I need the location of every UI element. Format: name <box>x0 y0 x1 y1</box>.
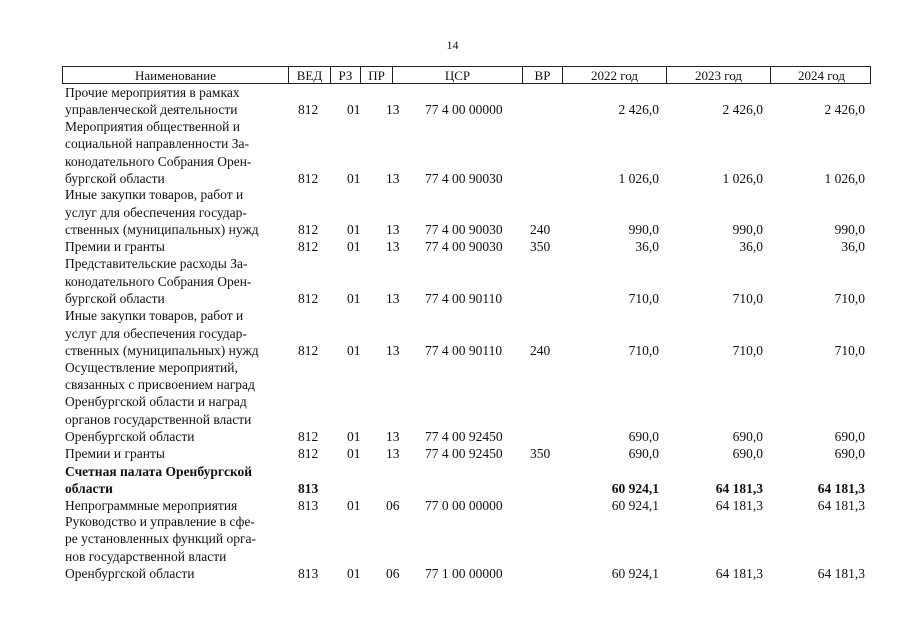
row-csr: 77 4 00 90030 <box>425 221 503 237</box>
row-y3: 36,0 <box>841 238 865 254</box>
row-name-line: нов государственной власти <box>65 548 227 564</box>
row-csr: 77 4 00 92450 <box>425 445 503 461</box>
header-csr: ЦСР <box>393 67 523 83</box>
row-name-line: конодательного Собрания Орен- <box>65 273 252 289</box>
row-ved: 812 <box>298 290 319 306</box>
row-csr: 77 4 00 90110 <box>425 342 503 358</box>
row-y1: 60 924,1 <box>611 565 659 581</box>
row-name-line: Представительские расходы За- <box>65 256 248 272</box>
row-y2: 64 181,3 <box>715 497 763 513</box>
row-name-line: ре установленных функций орга- <box>65 531 256 547</box>
row-y2: 1 026,0 <box>722 170 763 186</box>
row-y3: 710,0 <box>834 342 865 358</box>
row-name-line: связанных с присвоением наград <box>65 377 255 393</box>
row-name-line: Мероприятия общественной и <box>65 119 240 135</box>
row-name-line: социальной направленности За- <box>65 136 249 152</box>
row-y2: 64 181,3 <box>715 480 763 496</box>
row-y2: 990,0 <box>732 221 763 237</box>
header-vr: ВР <box>523 67 563 83</box>
row-name-line: Премии и гранты <box>65 445 165 461</box>
header-year-2022: 2022 год <box>563 67 667 83</box>
row-rz: 01 <box>347 342 361 358</box>
row-y3: 690,0 <box>834 428 865 444</box>
row-pr: 06 <box>386 497 400 513</box>
row-csr: 77 4 00 00000 <box>425 101 503 117</box>
row-pr: 13 <box>386 428 400 444</box>
header-year-2023: 2023 год <box>667 67 771 83</box>
row-ved: 812 <box>298 342 319 358</box>
row-ved: 812 <box>298 238 319 254</box>
header-rz: РЗ <box>331 67 361 83</box>
row-y2: 64 181,3 <box>715 565 763 581</box>
row-csr: 77 4 00 90030 <box>425 238 503 254</box>
row-name-line: Счетная палата Оренбургской <box>65 463 253 479</box>
row-y3: 64 181,3 <box>817 480 865 496</box>
header-name: Наименование <box>63 67 289 83</box>
row-pr: 13 <box>386 238 400 254</box>
row-name-line: Иные закупки товаров, работ и <box>65 187 244 203</box>
row-name-line: бургской области <box>65 170 165 186</box>
row-name-line: Прочие мероприятия в рамках <box>65 84 240 100</box>
row-y1: 1 026,0 <box>618 170 659 186</box>
row-y1: 36,0 <box>635 238 659 254</box>
row-rz: 01 <box>347 497 361 513</box>
row-rz: 01 <box>347 428 361 444</box>
header-pr: ПР <box>361 67 393 83</box>
row-name-line: ственных (муниципальных) нужд <box>65 342 259 358</box>
row-name-line: бургской области <box>65 290 165 306</box>
row-y2: 2 426,0 <box>722 101 763 117</box>
header-ved: ВЕД <box>289 67 331 83</box>
row-y3: 1 026,0 <box>824 170 865 186</box>
row-rz: 01 <box>347 170 361 186</box>
page-number: 14 <box>446 38 459 52</box>
row-name-line: услуг для обеспечения государ- <box>65 325 247 341</box>
row-vr: 240 <box>530 342 551 358</box>
row-y1: 990,0 <box>628 221 659 237</box>
row-vr: 350 <box>530 238 551 254</box>
row-y3: 64 181,3 <box>817 497 865 513</box>
row-y2: 690,0 <box>732 445 763 461</box>
row-csr: 77 1 00 00000 <box>425 565 503 581</box>
row-csr: 77 4 00 90110 <box>425 290 503 306</box>
row-y1: 60 924,1 <box>611 480 659 496</box>
row-name-line: Иные закупки товаров, работ и <box>65 308 244 324</box>
row-y1: 710,0 <box>628 342 659 358</box>
row-vr: 240 <box>530 221 551 237</box>
row-rz: 01 <box>347 238 361 254</box>
row-name-line: Непрограммные мероприятия <box>65 497 238 513</box>
row-y3: 710,0 <box>834 290 865 306</box>
row-name-line: Оренбургской области <box>65 428 195 444</box>
row-csr: 77 4 00 92450 <box>425 428 503 444</box>
row-name-line: ственных (муниципальных) нужд <box>65 221 259 237</box>
row-vr: 350 <box>530 445 551 461</box>
row-y3: 990,0 <box>834 221 865 237</box>
row-ved: 812 <box>298 170 319 186</box>
row-pr: 06 <box>386 565 400 581</box>
row-pr: 13 <box>386 221 400 237</box>
row-y2: 690,0 <box>732 428 763 444</box>
row-ved: 812 <box>298 428 319 444</box>
row-csr: 77 4 00 90030 <box>425 170 503 186</box>
row-y3: 690,0 <box>834 445 865 461</box>
row-name-line: Премии и гранты <box>65 238 165 254</box>
row-y3: 64 181,3 <box>817 565 865 581</box>
row-pr: 13 <box>386 290 400 306</box>
row-name-line: Руководство и управление в сфе- <box>65 514 255 530</box>
row-name-line: Оренбургской области и наград <box>65 394 247 410</box>
row-y1: 710,0 <box>628 290 659 306</box>
row-y2: 710,0 <box>732 342 763 358</box>
row-rz: 01 <box>347 445 361 461</box>
row-rz: 01 <box>347 101 361 117</box>
row-y2: 36,0 <box>739 238 763 254</box>
row-ved: 813 <box>298 497 319 513</box>
row-name <box>65 513 290 582</box>
row-y1: 690,0 <box>628 445 659 461</box>
row-name-line: Оренбургской области <box>65 565 195 581</box>
row-y1: 2 426,0 <box>618 101 659 117</box>
row-name-line: конодательного Собрания Орен- <box>65 153 252 169</box>
row-pr: 13 <box>386 445 400 461</box>
row-ved: 813 <box>298 480 319 496</box>
row-csr: 77 0 00 00000 <box>425 497 503 513</box>
row-pr: 13 <box>386 342 400 358</box>
row-rz: 01 <box>347 221 361 237</box>
row-ved: 812 <box>298 221 319 237</box>
row-ved: 813 <box>298 565 319 581</box>
row-name-line: Осуществление мероприятий, <box>65 359 238 375</box>
row-y2: 710,0 <box>732 290 763 306</box>
row-rz: 01 <box>347 290 361 306</box>
row-y1: 690,0 <box>628 428 659 444</box>
row-pr: 13 <box>386 101 400 117</box>
row-pr: 13 <box>386 170 400 186</box>
row-name-line: управленческой деятельности <box>65 101 238 117</box>
row-name-line: области <box>65 480 113 496</box>
row-y1: 60 924,1 <box>611 497 659 513</box>
row-name-line: органов государственной власти <box>65 411 252 427</box>
row-name-line: услуг для обеспечения государ- <box>65 204 247 220</box>
header-year-2024: 2024 год <box>798 68 845 83</box>
row-y3: 2 426,0 <box>824 101 865 117</box>
row-ved: 812 <box>298 101 319 117</box>
row-ved: 812 <box>298 445 319 461</box>
row-rz: 01 <box>347 565 361 581</box>
